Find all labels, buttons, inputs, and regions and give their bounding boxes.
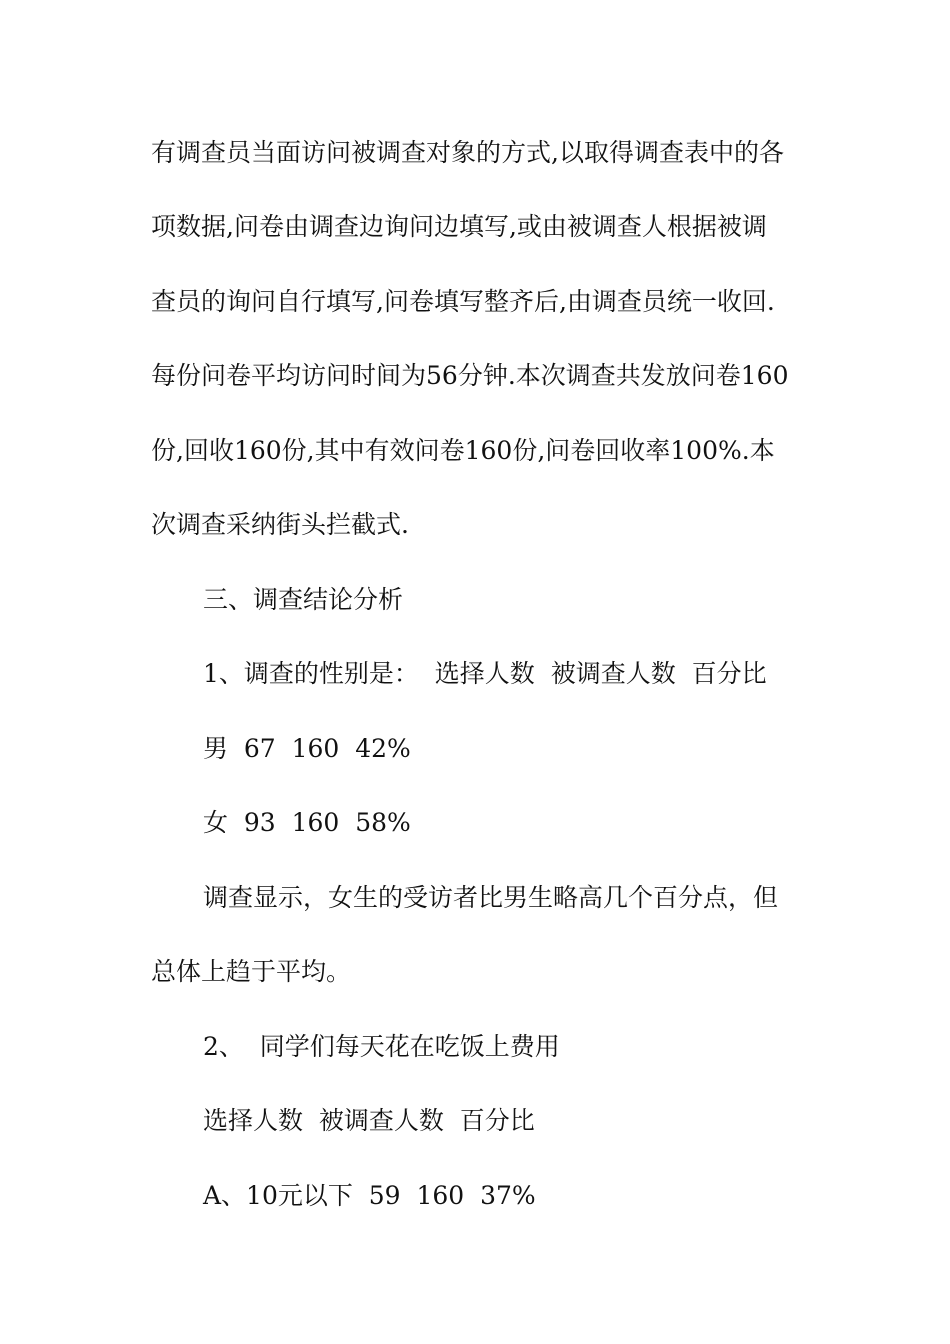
- data-row: 女 93 160 58%: [203, 808, 411, 837]
- paragraph-line: 次调查采纳街头拦截式.: [151, 510, 409, 539]
- paragraph-line: 查员的询问自行填写,问卷填写整齐后,由调查员统一收回.: [151, 287, 775, 316]
- section-heading: 三、调查结论分析: [203, 585, 404, 614]
- data-row: A、10元以下 59 160 37%: [203, 1181, 536, 1210]
- paragraph-line: 每份问卷平均访问时间为56分钟.本次调查共发放问卷160: [151, 361, 789, 390]
- paragraph-line: 总体上趋于平均。: [151, 957, 352, 986]
- paragraph-line: 项数据,问卷由调查边询问边填写,或由被调查人根据被调: [151, 212, 767, 241]
- table-header-row: 选择人数 被调查人数 百分比: [203, 1106, 535, 1135]
- paragraph-line: 调查显示，女生的受访者比男生略高几个百分点，但: [203, 883, 779, 912]
- data-row: 男 67 160 42%: [203, 734, 411, 763]
- question-heading: 1、调查的性别是： 选择人数 被调查人数 百分比: [203, 659, 767, 688]
- question-heading: 2、 同学们每天花在吃饭上费用: [203, 1032, 560, 1061]
- paragraph-line: 份,回收160份,其中有效问卷160份,问卷回收率100%.本: [151, 436, 775, 465]
- paragraph-line: 有调查员当面访问被调查对象的方式,以取得调查表中的各: [151, 138, 784, 167]
